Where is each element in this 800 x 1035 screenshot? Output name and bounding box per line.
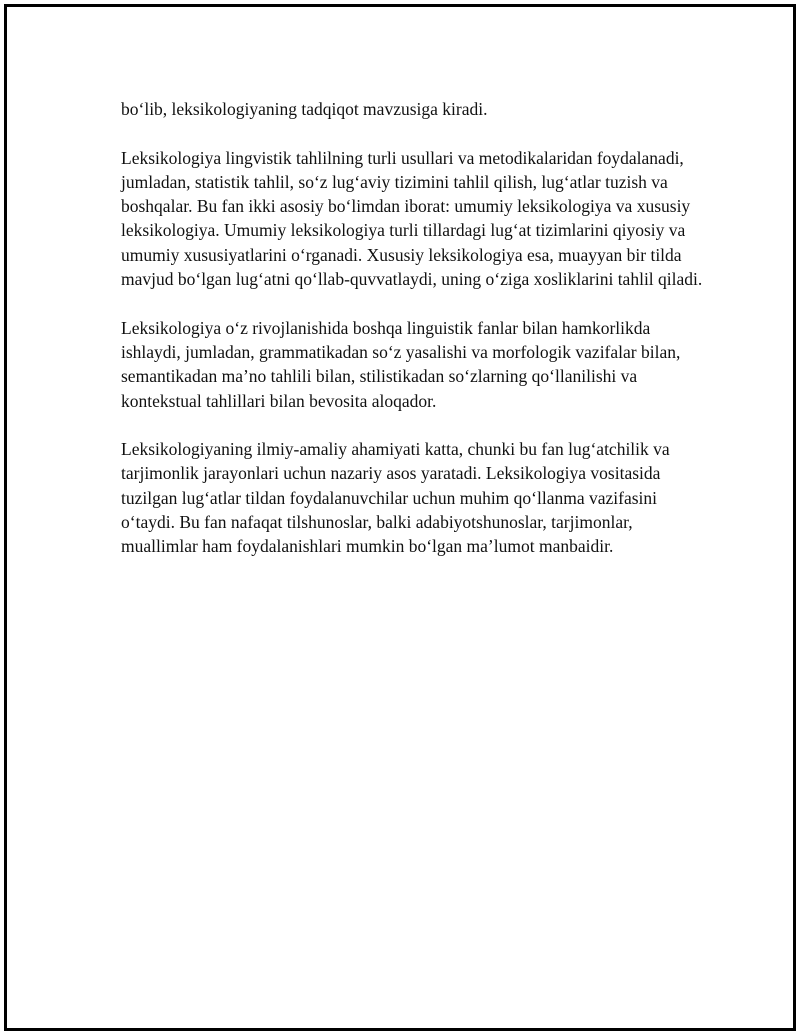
document-body — [121, 97, 711, 583]
paragraph-methods: Leksikologiya lingvistik tahlilning turli usullari va metodikalaridan foydalanadi, jumladan, statistik tahlil, so‘z lug‘aviy tizimini tahlil qilish, lug‘atlar tuzish va boshqalar. Bu fan ikki asosiy bo‘limdan iborat: umumiy leksikologiya va xususiy leksikologiya. Umumiy leksikologiya turli tillardagi lug‘at tizimlarini qiyosiy va umumiy xususiyatlarini o‘rganadi. Xususiy leksikologiya esa, muayyan bir tilda mavjud bo‘lgan lug‘atni qo‘llab-quvvatlaydi, uning o‘ziga xosliklarini tahlil qiladi. — [121, 147, 703, 290]
paragraph-related-fields: Leksikologiya o‘z rivojlanishida boshqa linguistik fanlar bilan hamkorlikda ishlaydi, jumladan, grammatikadan so‘z yasalishi va morfologik vazifalar bilan, semantikadan ma’no tahlili bilan, stilistikadan so‘zlarning qo‘llanilishi va kontekstual tahlillari bilan bevosita aloqador. — [121, 317, 681, 411]
document-page — [4, 4, 796, 1031]
paragraph-practical-significance: Leksikologiyaning ilmiy-amaliy ahamiyati katta, chunki bu fan lug‘atchilik va tarjimonlik jarayonlari uchun nazariy asos yaratadi. Leksikologiya vositasida tuzilgan lug‘atlar tildan foydalanuvchilar uchun muhim qo‘llanma vazifasini o‘taydi. Bu fan nafaqat tilshunoslar, balki adabiyotshunoslar, tarjimonlar, muallimlar ham foydalanishlari mumkin bo‘lgan ma’lumot manbaidir. — [121, 439, 670, 557]
paragraph-continuation: bo‘lib, leksikologiyaning tadqiqot mavzusiga kiradi. — [121, 99, 488, 119]
